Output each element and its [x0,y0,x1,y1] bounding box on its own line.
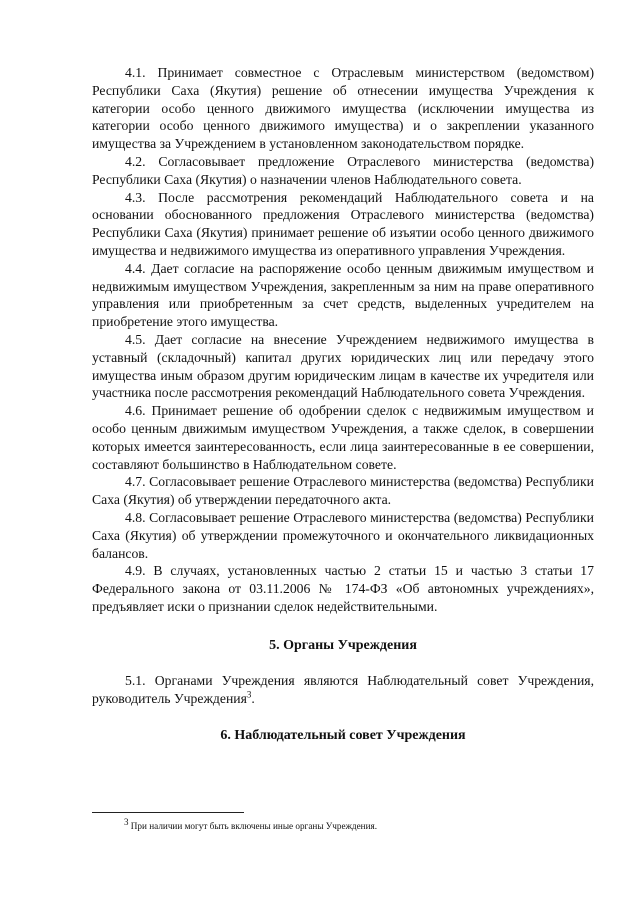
paragraph-4-7: 4.7. Согласовывает решение Отраслевого министерства (ведомства) Республики Саха (Якутия) об утверждении передаточного акта. [92,474,594,508]
paragraph-4-9: 4.9. В случаях, установленных частью 2 статьи 15 и частью 3 статьи 17 Федерального закона от 03.11.2006 № 174-ФЗ «Об автономных учреждениях», предъявляет иски о признании сделок недействительными. [92,563,594,614]
paragraph-4-3: 4.3. После рассмотрения рекомендаций Наблюдательного совета и на основании обоснованного предложения Отраслевого министерства (ведомства) Республики Саха (Якутия) принимает решение об изъятии особо ценного движимого имущества и недвижимого имущества из оперативного управления Учреждения. [92,189,594,258]
paragraph-4-5: 4.5. Дает согласие на внесение Учреждением недвижимого имущества в уставный (складочный) капитал других юридических лиц или передачу этого имущества иным образом другим юридическим лицам в качестве их учредителя или участника после рассмотрения рекомендаций Наблюдательного совета Учреждения. [92,331,594,401]
footnote-marker: 3 [124,816,129,827]
footnote-divider [92,812,244,813]
paragraph-4-4: 4.4. Дает согласие на распоряжение особо ценным движимым имуществом и недвижимым имуществом Учреждения, закрепленным за ним на праве оперативного управления или приобретенным за счет средств, выделенных учредителем на приобретение этого имущества. [92,260,594,330]
paragraph-4-8: 4.8. Согласовывает решение Отраслевого министерства (ведомства) Республики Саха (Якутия) об утверждении промежуточного и окончательного ликвидационных балансов. [92,509,594,561]
section-6-heading: 6. Наблюдательный совет Учреждения [220,728,466,744]
paragraph-5-1 [92,672,594,708]
footnote [124,816,378,832]
footnote-reference: 3 [246,688,252,699]
document-page [92,64,594,745]
paragraph-4-2: 4.2. Согласовывает предложение Отраслевого министерства (ведомства) Республики Саха (Якутия) о назначении членов Наблюдательного совета. [92,153,594,187]
paragraph-4-1: 4.1. Принимает совместное с Отраслевым министерством (ведомством) Республики Саха (Якутия) решение об отнесении имущества Учреждения к категории особо ценного движимого имущества (исключении имущества из категории особо ценного движимого имущества) и о закреплении указанного имущества за Учреждением в установленном законодательством порядке. [92,65,594,152]
section-5-heading: 5. Органы Учреждения [269,637,417,653]
paragraph-5-1-text: 5.1. Органами Учреждения являются Наблюдательный совет Учреждения, руководитель Учреждения [92,672,594,706]
footnote-text: При наличии могут быть включены иные органы Учреждения. [128,821,378,831]
paragraph-5-1-end: . [251,690,255,706]
paragraph-4-6: 4.6. Принимает решение об одобрении сделок с недвижимым имуществом и особо ценным движимым имуществом Учреждения, а также сделок, в совершении которых имеется заинтересованность, если лица заинтересованные в ее совершении, составляют большинство в Наблюдательном совете. [92,403,594,472]
